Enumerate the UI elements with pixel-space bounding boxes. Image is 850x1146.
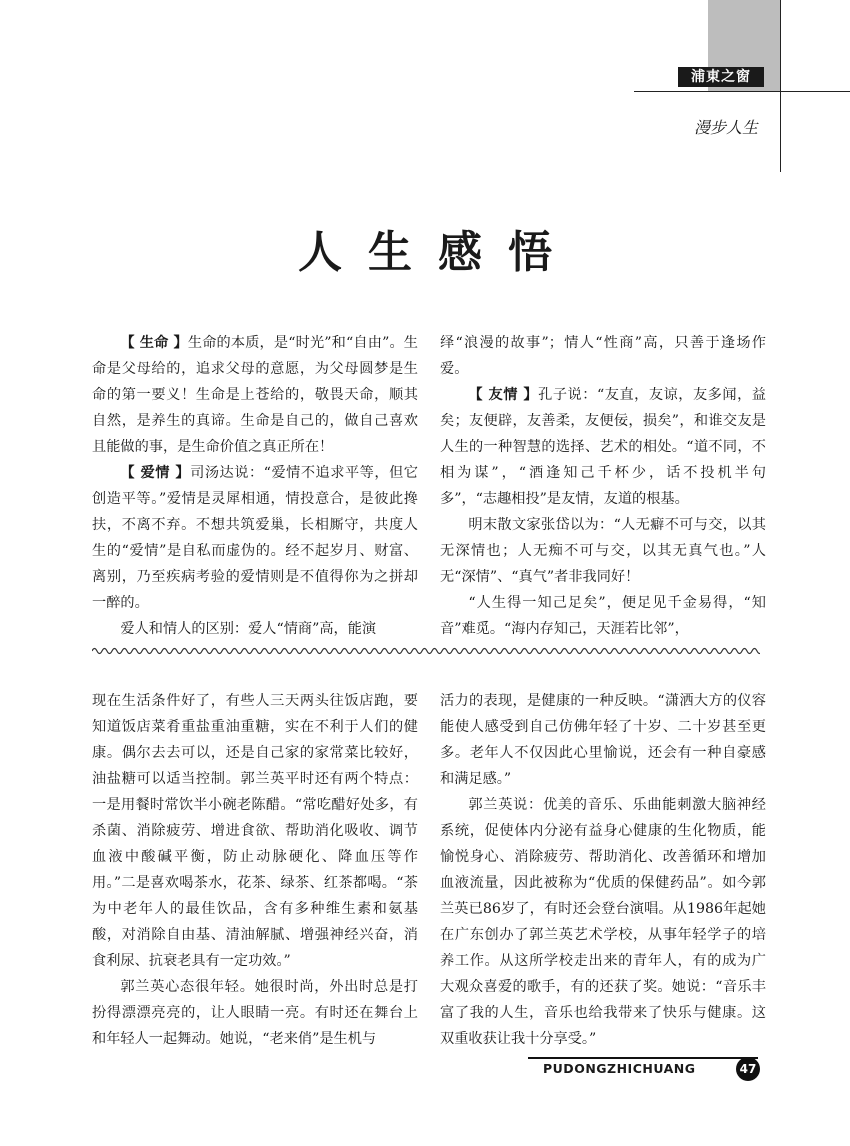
top-left-column	[92, 330, 418, 642]
page-number: 47	[736, 1057, 760, 1081]
footer-rule	[528, 1057, 758, 1059]
header-rule-horizontal	[634, 91, 850, 92]
paragraph-vitality: 活力的表现，是健康的一种反映。“潇洒大方的仪容能使人感受到自己仿佛年轻了十岁、二十岁甚至更多。老年人不仅因此心里愉说，还会有一种自豪感和满足感。”	[440, 693, 766, 787]
paragraph-friendship: 【 友情 】孔子说：“友直，友谅，友多闻，益矣；友便辟，友善柔，友便佞，损矣”，和谁交友是人生的一种智慧的选择、艺术的相处。“道不同，不相为谋”，“酒逢知己千杯少，话不投机半句多”，“志趣相投”是友情，友道的根基。	[440, 387, 766, 507]
paragraph-zhiji: “人生得一知己足矣”，便足见千金易得，“知音”难觅。“海内存知己，天涯若比邻”，	[440, 595, 766, 637]
paragraph-love: 【 爱情 】司汤达说：“爱情不追求平等，但它创造平等。”爱情是灵犀相通，情投意合，是彼此搀扶，不离不弃。不想共筑爱巢，长相厮守，共度人生的“爱情”是自私而虚伪的。经不起岁月、财富、离别，乃至疾病考验的爱情则是不值得你为之拼却一醉的。	[92, 465, 418, 611]
paragraph-lover-difference: 爱人和情人的区别：爱人“情商”高，能演	[120, 621, 377, 637]
paragraph-music: 郭兰英说：优美的音乐、乐曲能刺激大脑神经系统，促使体内分泌有益身心健康的生化物质，能愉悦身心、消除疲劳、帮助消化、改善循环和增加血液流量，因此被称为“优质的保健药品”。如今郭兰英已86岁了，有时还会登台演唱。从1986年起她在广东创办了郭兰英艺术学校，从事年轻学子的培养工作。从这所学校走出来的青年人，有的成为广大观众喜爱的歌手，有的还获了奖。她说：“音乐丰富了我的人生，音乐也给我带来了快乐与健康。这双重收获让我十分享受。”	[440, 797, 766, 1047]
paragraph-zhangdai: 明末散文家张岱以为：“人无癖不可与交，以其无深情也；人无痴不可与交，以其无真气也。”人无“深情”、“真气”者非我同好！	[440, 517, 766, 585]
bottom-right-column	[440, 688, 766, 1052]
paragraph-continued: 绎“浪漫的故事”；情人“性商”高，只善于逢场作爱。	[440, 335, 766, 377]
top-right-column	[440, 330, 766, 642]
wavy-divider	[92, 644, 760, 658]
tag-love: 【 爱情 】	[120, 465, 191, 481]
footer-magazine-name: PUDONGZHICHUANG	[543, 1061, 696, 1076]
header-rule-vertical	[780, 0, 781, 172]
tag-life: 【 生命 】	[120, 335, 188, 351]
paragraph-diet: 现在生活条件好了，有些人三天两头往饭店跑，要知道饭店菜肴重盐重油重糖，实在不利于人们的健康。偶尔去去可以，还是自己家的家常菜比较好，油盐糖可以适当控制。郭兰英平时还有两个特点：一是用餐时常饮半小碗老陈醋。“常吃醋好处多，有杀菌、消除疲劳、增进食欲、帮助消化吸收、调节血液中酸碱平衡，防止动脉硬化、降血压等作用。”二是喜欢喝茶水，花茶、绿茶、红茶都喝。“茶为中老年人的最佳饮品，含有多种维生素和氨基酸，对消除自由基、清油解腻、增强神经兴奋，消食利尿、抗衰老具有一定功效。”	[92, 693, 418, 969]
magazine-brand-logo: 浦東之窗	[678, 67, 764, 87]
article-title: 人生感悟	[298, 227, 578, 278]
bottom-left-column	[92, 688, 418, 1052]
tag-friendship: 【 友情 】	[468, 387, 539, 403]
paragraph-attitude: 郭兰英心态很年轻。她很时尚，外出时总是打扮得漂漂亮亮的，让人眼睛一亮。有时还在舞台上和年轻人一起舞动。她说，“老来俏”是生机与	[92, 979, 418, 1047]
section-name: 漫步人生	[693, 118, 758, 137]
paragraph-life: 【 生命 】生命的本质，是“时光”和“自由”。生命是父母给的，追求父母的意愿，为父母圆梦是生命的第一要义！生命是上苍给的，敬畏天命，顺其自然，是养生的真谛。生命是自己的，做自己喜欢且能做的事，是生命价值之真正所在！	[92, 335, 418, 455]
